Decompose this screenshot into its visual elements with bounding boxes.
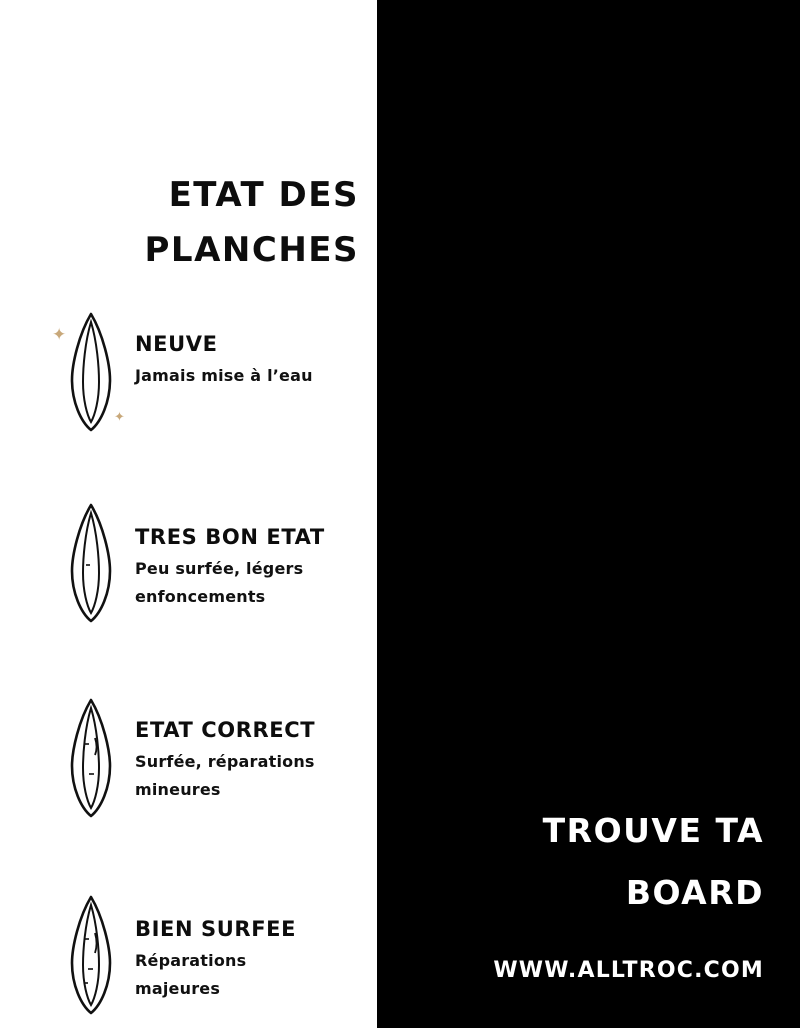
page-title (0, 168, 359, 278)
condition-label: ETAT CORRECT (135, 718, 316, 742)
condition-text-block (135, 917, 375, 1003)
condition-list (0, 300, 377, 1028)
surfboard-icon (66, 503, 116, 623)
condition-text-block (135, 718, 375, 804)
brand-line-2: BOARD (625, 873, 764, 912)
surfboard-icon (66, 698, 116, 818)
brand-block (377, 800, 764, 983)
condition-text-block (135, 525, 375, 611)
page-title-line-2: PLANCHES (144, 230, 359, 270)
brand-website-url[interactable]: WWW.ALLTROC.COM (493, 958, 764, 983)
right-black-panel (377, 0, 800, 1028)
condition-description: Réparations majeures (135, 951, 247, 998)
list-item (0, 300, 377, 495)
left-content-panel (0, 0, 377, 1028)
list-item (0, 495, 377, 690)
condition-text-block (135, 332, 375, 390)
list-item (0, 690, 377, 885)
condition-description: Peu surfée, légers enfoncements (135, 559, 304, 606)
surfboard-icon (52, 312, 125, 432)
surfboard-icon (66, 895, 116, 1015)
condition-label: BIEN SURFEE (135, 917, 297, 941)
sparkle-icon: ✦ (52, 325, 67, 344)
condition-label: NEUVE (135, 332, 218, 356)
condition-description: Jamais mise à l’eau (135, 366, 313, 385)
sparkle-icon: ✦ (114, 409, 125, 424)
condition-description: Surfée, réparations mineures (135, 752, 315, 799)
page-title-line-1: ETAT DES (168, 175, 359, 215)
list-item (0, 885, 377, 1028)
brand-line-1: TROUVE TA (542, 811, 764, 850)
condition-label: TRES BON ETAT (135, 525, 325, 549)
